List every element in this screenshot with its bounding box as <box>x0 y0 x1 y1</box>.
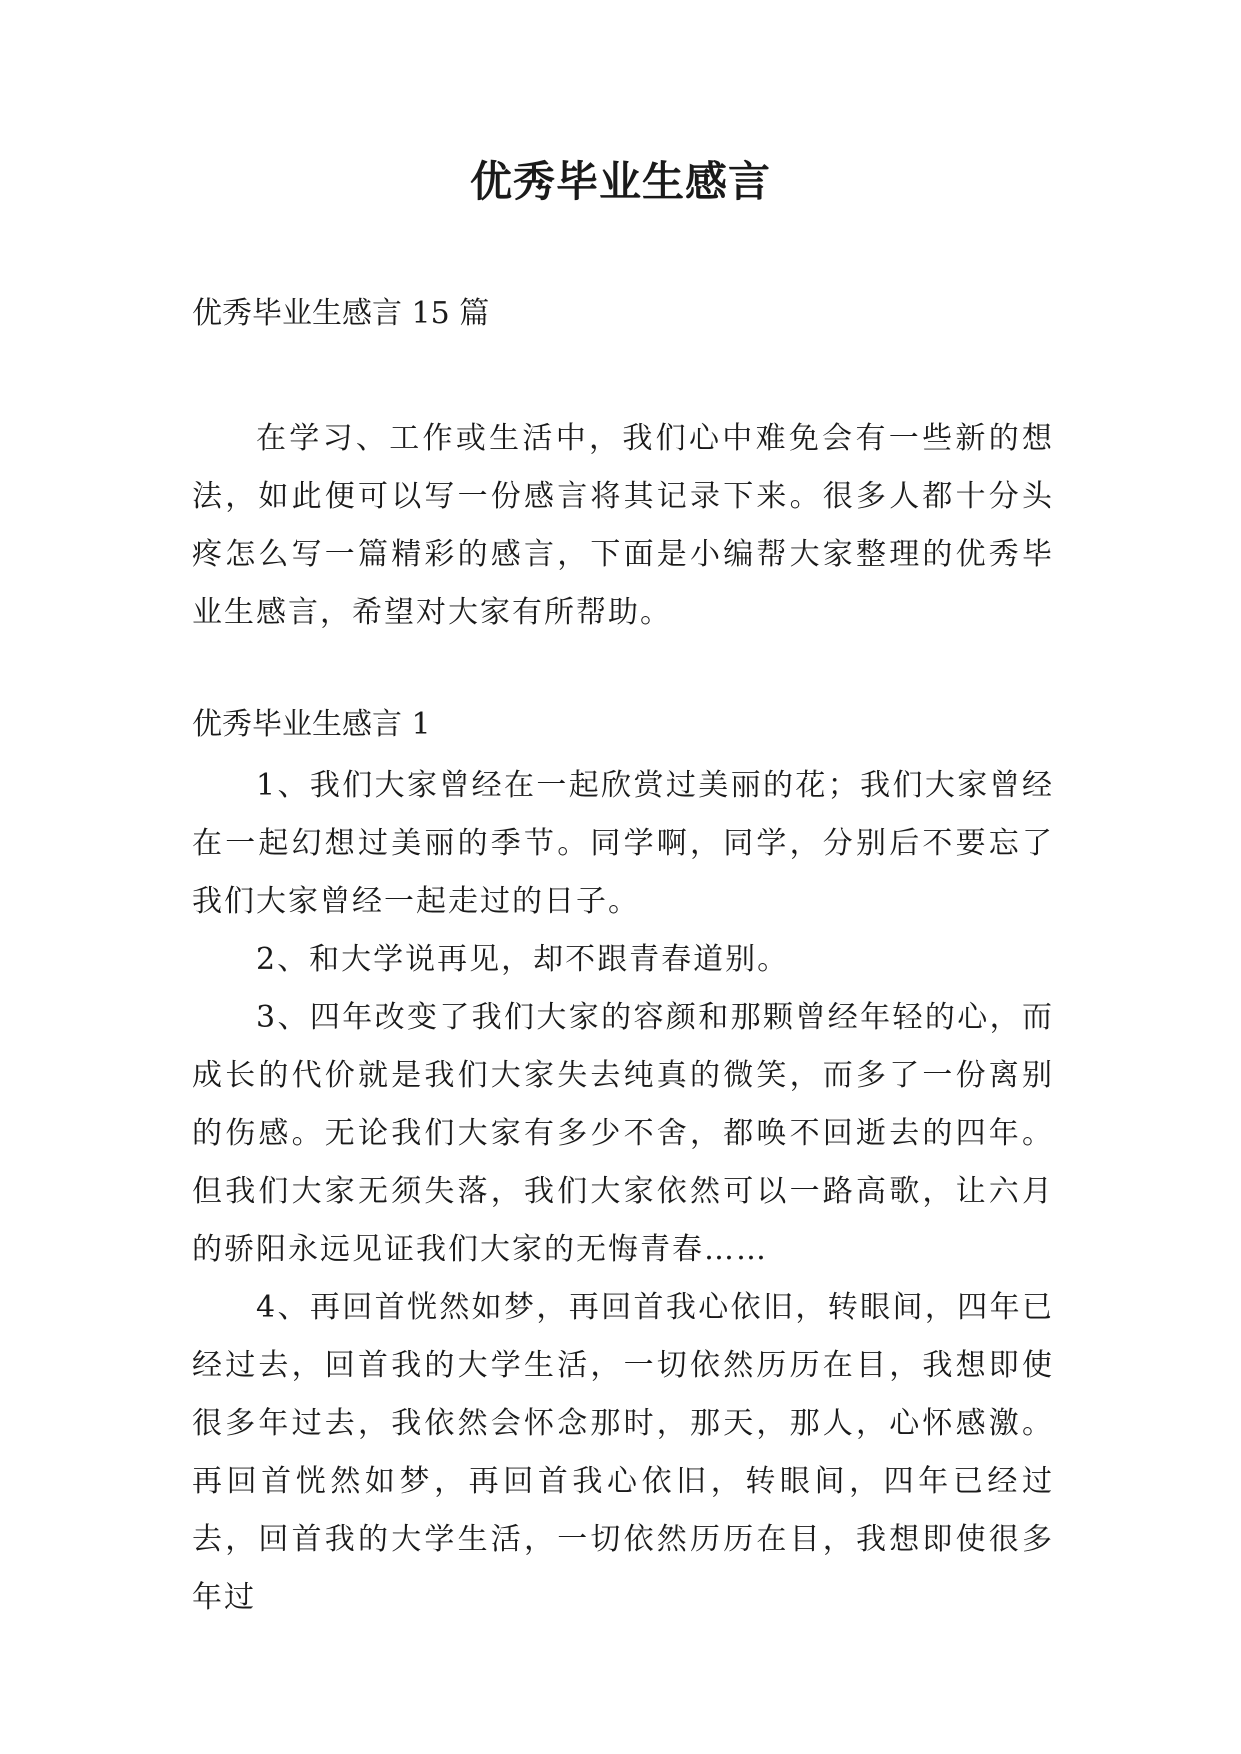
body-paragraph: 2、和大学说再见，却不跟青春道别。 <box>256 942 790 977</box>
body-paragraph: 4、再回首恍然如梦，再回首我心依旧，转眼间，四年已经过去，回首我的大学生活，一切依然历历在目，我想即使很多年过去，我依然会怀念那时，那天，那人，心怀感激。再回首恍然如梦，再回首我心依旧，转眼间，四年已经过去，回首我的大学生活，一切依然历历在目，我想即使很多年过 <box>192 1290 1054 1615</box>
document-subtitle: 优秀毕业生感言 15 篇 <box>192 296 490 331</box>
section-heading: 优秀毕业生感言 1 <box>192 707 431 742</box>
intro-paragraph: 在学习、工作或生活中，我们心中难免会有一些新的想法，如此便可以写一份感言将其记录下来。很多人都十分头疼怎么写一篇精彩的感言，下面是小编帮大家整理的优秀毕业生感言，希望对大家有所帮助。 <box>192 421 1054 630</box>
document-title: 优秀毕业生感言 <box>469 157 771 206</box>
body-paragraph: 1、我们大家曾经在一起欣赏过美丽的花；我们大家曾经在一起幻想过美丽的季节。同学啊，同学，分别后不要忘了我们大家曾经一起走过的日子。 <box>192 768 1054 919</box>
section-body <box>192 757 1054 1627</box>
body-paragraph: 3、四年改变了我们大家的容颜和那颗曾经年轻的心，而成长的代价就是我们大家失去纯真的微笑，而多了一份离别的伤感。无论我们大家有多少不舍，都唤不回逝去的四年。但我们大家无须失落，我们大家依然可以一路高歌，让六月的骄阳永远见证我们大家的无悔青春…… <box>192 1000 1054 1267</box>
